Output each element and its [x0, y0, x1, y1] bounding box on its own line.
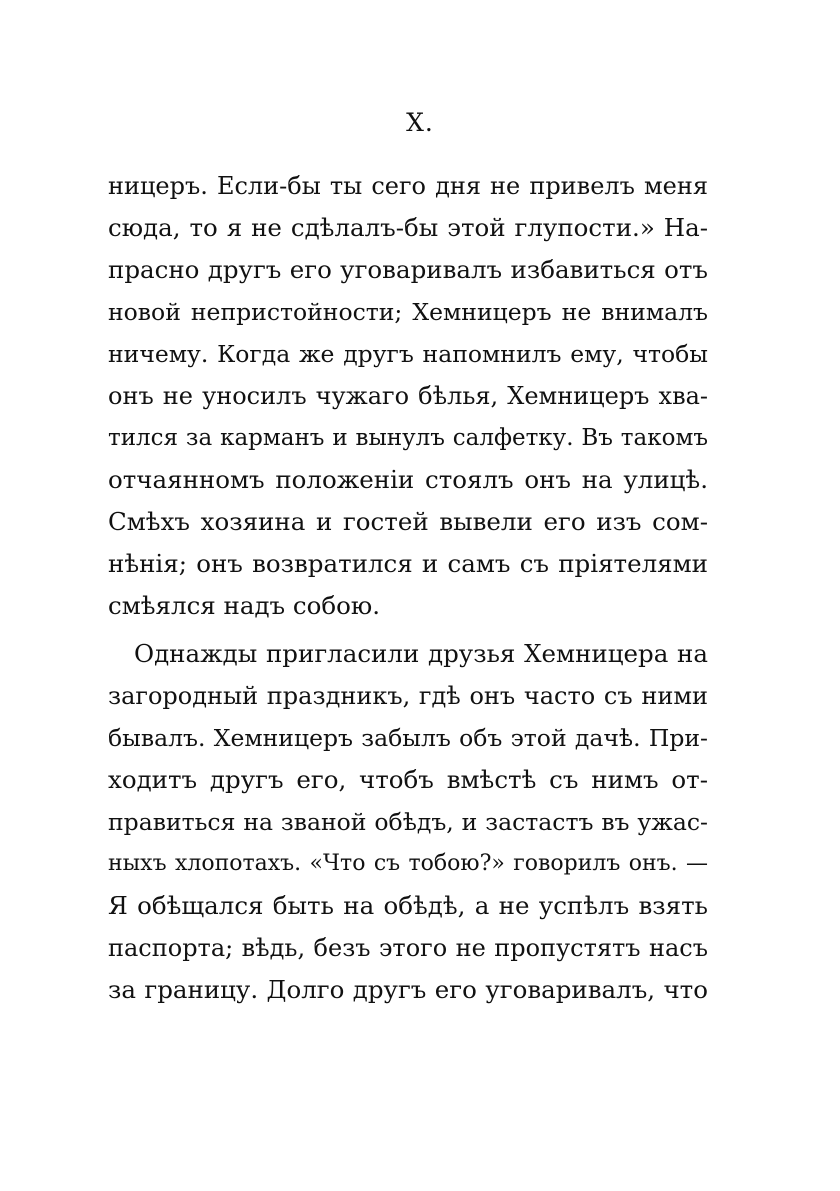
- paragraph-2: [108, 633, 708, 1011]
- text-line: онъ не уносилъ чужаго бѣлья, Хемницеръ хва-: [108, 382, 708, 410]
- text-line: новой непристойности; Хемницеръ не внималъ: [108, 298, 708, 326]
- text-line: смѣялся надъ собою.: [108, 591, 381, 620]
- text-line: сюда, то я не сдѣлалъ-бы этой глупости.» На-: [108, 213, 708, 242]
- text-line: ныхъ хлопотахъ. «Что съ тобою?» говорилъ онъ. —: [108, 851, 708, 876]
- text-line: за границу. Долго другъ его уговаривалъ, что: [108, 975, 708, 1004]
- text-line: ничему. Когда же другъ напомнилъ ему, чтобы: [108, 340, 708, 368]
- text-line: ходитъ другъ его, чтобъ вмѣстѣ съ нимъ от-: [108, 765, 708, 794]
- text-line: Однажды пригласили друзья Хемницера на: [134, 639, 708, 668]
- text-line: загородный праздникъ, гдѣ онъ часто съ ними: [108, 682, 708, 710]
- text-line: нѣнiя; онъ возвратился и самъ съ прiятелями: [108, 549, 708, 578]
- text-line: Я обѣщался быть на обѣдѣ, а не успѣлъ взять: [108, 891, 708, 920]
- text-line: ницеръ. Если-бы ты сего дня не привелъ меня: [108, 172, 708, 200]
- text-line: тился за карманъ и вынулъ салфетку. Въ такомъ: [108, 425, 708, 451]
- text-line: отчаянномъ положенiи стоялъ онъ на улицѣ.: [108, 465, 708, 494]
- text-line: паспорта; вѣдь, безъ этого не пропустятъ насъ: [108, 934, 708, 962]
- text-line: прасно другъ его уговаривалъ избавиться отъ: [108, 255, 708, 284]
- paragraph-1: [108, 165, 708, 627]
- text-line: правиться на званой обѣдъ, и застастъ въ ужас-: [108, 808, 708, 836]
- page-number: X.: [406, 108, 434, 137]
- text-line: Смѣхъ хозяина и гостей вывели его изъ сом-: [108, 507, 708, 536]
- body-text: [108, 165, 708, 1011]
- text-line: бывалъ. Хемницеръ забылъ объ этой дачѣ. При-: [108, 724, 708, 752]
